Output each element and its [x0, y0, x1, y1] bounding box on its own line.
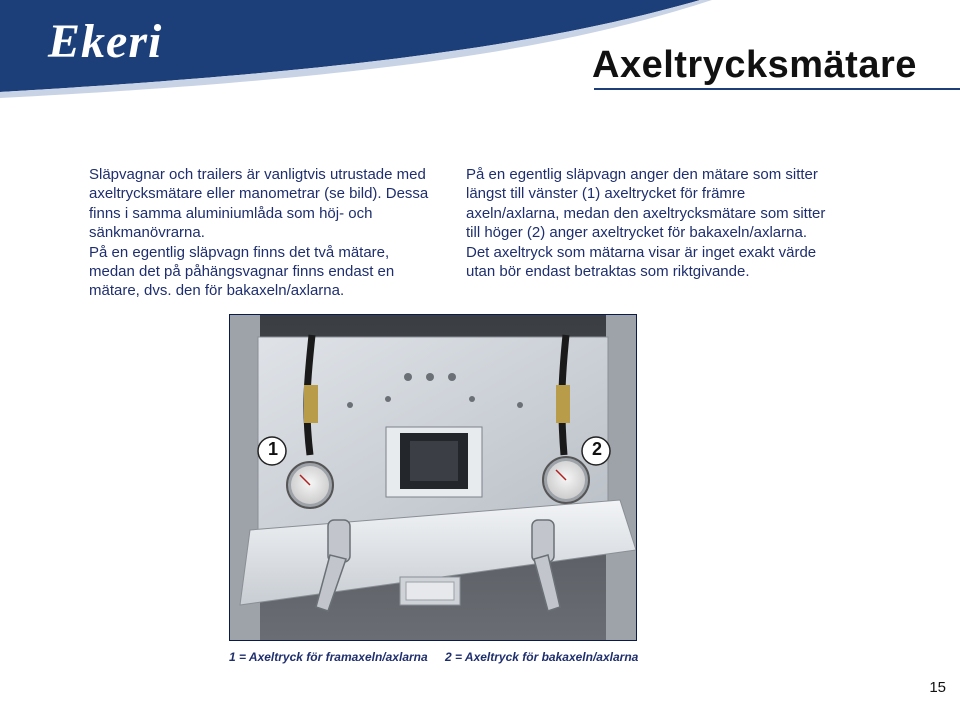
left-paragraph-1: Släpvagnar och trailers är vanligtvis utrustade med axeltrycksmätare eller manometrar (se bild). Dessa finns i samma aluminiumlåda som höj- och sänkmanövrarna. — [89, 166, 429, 242]
title-underline — [594, 88, 960, 90]
gauge-box-photo — [229, 314, 637, 641]
left-text-column — [89, 165, 429, 301]
right-paragraph-1: På en egentlig släpvagn anger den mätare som sitter längst till vänster (1) axeltrycket för främre axeln/axlarna, medan den axeltrycksmätare som sitter till höger (2) anger axeltrycket för bakaxeln/axlarna. Det axeltryck som mätarna visar är inget exakt värde utan bör endast betraktas som riktgivande. — [466, 166, 826, 281]
gauge-1-marker: 1 — [267, 439, 278, 459]
right-text-column — [466, 165, 826, 281]
gauge-2-marker: 2 — [591, 439, 602, 459]
caption-front-axle: 1 = Axeltryck för framaxeln/axlarna — [229, 650, 428, 664]
caption-rear-axle: 2 = Axeltryck för bakaxeln/axlarna — [445, 650, 639, 664]
page-number: 15 — [929, 679, 946, 696]
brand-logo: Ekeri — [48, 15, 163, 68]
left-paragraph-2: På en egentlig släpvagn finns det två mätare, medan det på påhängsvagnar finns endast en mätare, dvs. den för bakaxeln/axlarna. — [89, 243, 395, 300]
slide-title: Axeltrycksmätare — [592, 44, 917, 86]
